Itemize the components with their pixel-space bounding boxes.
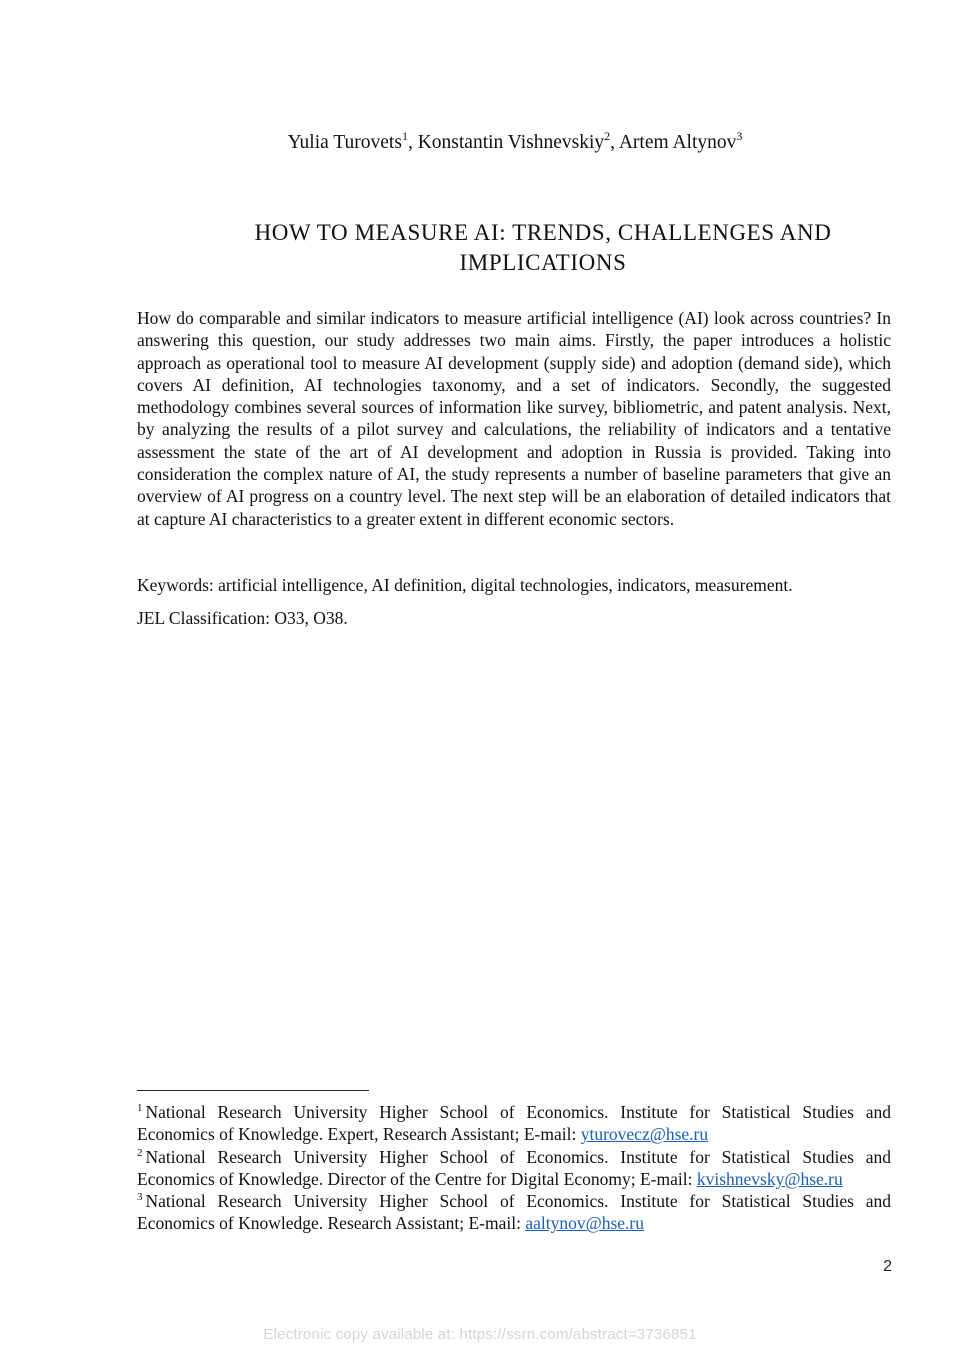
footnote-text: National Research University Higher School of Economics. Institute for Statistical Studies and Economics of Knowledge. Expert, Research Assistant; E-mail: (137, 1102, 891, 1145)
keywords: Keywords: artificial intelligence, AI definition, digital technologies, indicators, measurement. (137, 575, 793, 595)
author-name: Yulia Turovets (287, 132, 402, 153)
footnote (137, 1146, 891, 1191)
title-line: HOW TO MEASURE AI: TRENDS, CHALLENGES AND (254, 220, 832, 245)
email-link[interactable]: aaltynov@hse.ru (525, 1213, 644, 1234)
jel-classification: JEL Classification: O33, O38. (137, 608, 348, 628)
footnote-mark: 1 (137, 1102, 143, 1114)
footnote-text: National Research University Higher School of Economics. Institute for Statistical Studies and Economics of Knowledge. Director of the Centre for Digital Economy; E-mail: (137, 1146, 891, 1189)
affiliation-mark: 1 (401, 129, 408, 143)
affiliation-mark: 2 (604, 129, 611, 143)
abstract: How do comparable and similar indicators to measure artificial intelligence (AI) look across countries? In answering this question, our study addresses two main aims. Firstly, the paper introduces a holistic approach as operational tool to measure AI development (supply side) and adoption (demand side), which covers AI definition, AI technologies taxonomy, and a set of indicators. Secondly, the suggested methodology combines several sources of information like survey, bibliometric, and patent analysis. Next, by analyzing the results of a pilot survey and calculations, the reliability of indicators and a tentative assessment the state of the art of AI development and adoption in Russia is provided. Taking into consideration the complex nature of AI, the study represents a number of baseline parameters that give an overview of AI progress on a country level. The next step will be an elaboration of detailed indicators that at capture AI characteristics to a greater extent in different economic sectors. (137, 308, 891, 529)
footnote-mark: 3 (137, 1191, 143, 1204)
author-name: Konstantin Vishnevskiy (417, 132, 605, 153)
footnote (137, 1190, 891, 1235)
paper-title (195, 218, 891, 278)
ssrn-footer-watermark: Electronic copy available at: https://ssrn.com/abstract=3736851 (263, 1326, 697, 1343)
email-link[interactable]: yturovecz@hse.ru (580, 1124, 709, 1145)
footnote-text: National Research University Higher School of Economics. Institute for Statistical Studies and Economics of Knowledge. Research Assistant; E-mail: (137, 1191, 891, 1234)
email-link[interactable]: kvishnevsky@hse.ru (696, 1168, 843, 1189)
footnote-divider (137, 1090, 369, 1091)
author-line: Yulia Turovets$^1$, Konstantin Vishnevskiy$^2$, Artem Altynov$^3$ (287, 129, 743, 153)
title-line: IMPLICATIONS (459, 250, 627, 275)
author-name: Artem Altynov (618, 132, 737, 153)
footnote-mark: 2 (137, 1146, 143, 1159)
footnotes (137, 1101, 891, 1235)
affiliation-mark: 3 (736, 129, 743, 143)
page-number: 2 (883, 1258, 892, 1275)
footnote (137, 1101, 891, 1146)
